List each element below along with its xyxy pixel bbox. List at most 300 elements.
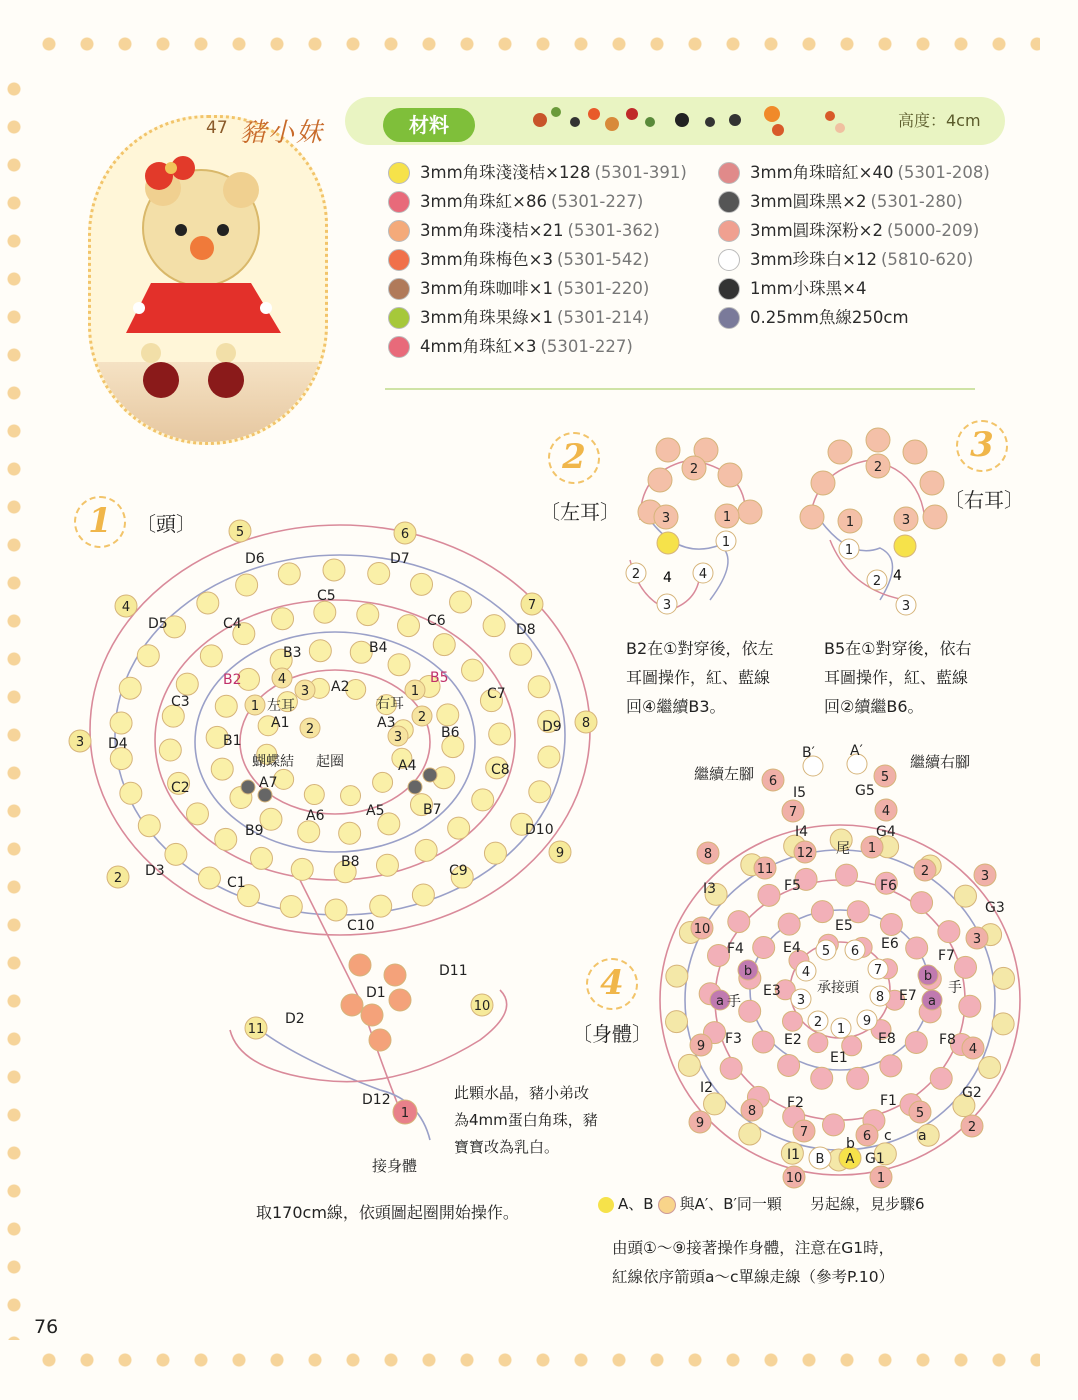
material-code: (5301-208) bbox=[897, 163, 990, 182]
head-bead bbox=[373, 772, 393, 792]
body-label-i5: I5 bbox=[793, 785, 807, 801]
continue-left-foot: 繼續左腳 bbox=[694, 765, 755, 783]
bead-number: 3 bbox=[901, 513, 911, 528]
bead-number: 3 bbox=[300, 684, 310, 699]
head-label-d11: D11 bbox=[439, 963, 468, 979]
bead-number: 1 bbox=[876, 1171, 886, 1186]
material-code: (5301-227) bbox=[550, 192, 644, 211]
head-bead bbox=[236, 574, 258, 596]
bead-number: 1 bbox=[845, 515, 855, 530]
body-label-f5: F5 bbox=[784, 878, 801, 894]
bead-number: 2 bbox=[873, 460, 883, 475]
bead-number: 6 bbox=[768, 774, 778, 789]
body-label-hand_r: 手 bbox=[948, 980, 962, 996]
head-bead bbox=[215, 828, 237, 850]
body-bead bbox=[835, 864, 857, 886]
pattern-number: 47 bbox=[206, 118, 228, 138]
head-label-d5: D5 bbox=[148, 616, 168, 632]
material-name: 0.25mm魚線250cm bbox=[750, 308, 909, 327]
material-code: (5301-391) bbox=[594, 163, 687, 182]
head-bead bbox=[368, 563, 390, 585]
nose-bead bbox=[341, 994, 363, 1016]
bead-number: 2 bbox=[813, 1015, 823, 1030]
bead-number: 11 bbox=[247, 1022, 265, 1037]
step1-number: 1 bbox=[74, 496, 126, 548]
material-name: 1mm小珠黑×4 bbox=[750, 279, 867, 298]
head-bead bbox=[325, 899, 347, 921]
head-bead bbox=[412, 884, 434, 906]
head-label-right_ear: 右耳 bbox=[376, 696, 404, 712]
right-ear-bead bbox=[866, 428, 890, 452]
material-name: 4mm角珠紅×3 bbox=[420, 337, 537, 356]
step2-note-line2: 耳圖操作，紅、藍線 bbox=[626, 668, 771, 687]
body-bead bbox=[954, 885, 976, 907]
body-label-f8: F8 bbox=[939, 1032, 956, 1048]
head-label-a4: A4 bbox=[398, 758, 417, 774]
body-bead bbox=[906, 937, 928, 959]
bead-number: 3 bbox=[661, 511, 671, 526]
bead-number: 10 bbox=[693, 922, 711, 937]
body-bead bbox=[782, 1011, 802, 1031]
head-label-c3: C3 bbox=[171, 694, 190, 710]
head-label-a6: A6 bbox=[306, 808, 325, 824]
bead-number: 6 bbox=[400, 527, 410, 542]
ear-number: 4 bbox=[663, 570, 672, 586]
bead-number: 3 bbox=[796, 993, 806, 1008]
head-bead bbox=[197, 592, 219, 614]
body-label-g4: G4 bbox=[876, 824, 896, 840]
material-name: 3mm角珠暗紅×40 bbox=[750, 163, 894, 182]
bead-number: 3 bbox=[980, 869, 990, 884]
bead-number: 4 bbox=[698, 567, 708, 582]
head-label-d2: D2 bbox=[285, 1011, 305, 1027]
head-bead bbox=[510, 643, 532, 665]
head-bead bbox=[450, 591, 472, 613]
bead-number: 6 bbox=[862, 1129, 872, 1144]
body-label-c: c bbox=[884, 1128, 892, 1144]
bead-number: 2 bbox=[417, 710, 427, 725]
head-bead bbox=[165, 843, 187, 865]
legend-yellow-bead-icon bbox=[598, 1197, 614, 1213]
body-bead bbox=[954, 956, 976, 978]
head-start-note: 取170cm線，依頭圖起圈開始操作。 bbox=[256, 1203, 519, 1222]
head-label-b8: B8 bbox=[341, 854, 360, 870]
head-bead bbox=[198, 867, 220, 889]
body-label-ap: A′ bbox=[850, 743, 863, 759]
bead-number: 3 bbox=[662, 598, 672, 613]
legend-ab: A、B bbox=[618, 1195, 654, 1213]
bead-number: 5 bbox=[821, 944, 831, 959]
head-bead bbox=[357, 604, 379, 626]
head-label-d12: D12 bbox=[362, 1092, 391, 1108]
head-bead bbox=[339, 822, 361, 844]
bead-number: 3 bbox=[901, 599, 911, 614]
head-label-c5: C5 bbox=[317, 588, 336, 604]
head-bead bbox=[159, 739, 181, 761]
body-label-g3: G3 bbox=[985, 900, 1005, 916]
body-label-f3: F3 bbox=[725, 1031, 742, 1047]
head-label-a3: A3 bbox=[377, 715, 396, 731]
head-bead bbox=[433, 634, 455, 656]
bead-number: 1 bbox=[844, 543, 854, 558]
head-label-b7: B7 bbox=[423, 802, 442, 818]
bead-number: 1 bbox=[250, 699, 260, 714]
body-bead bbox=[847, 1067, 869, 1089]
head-bead bbox=[484, 842, 506, 864]
body-label-cup: 承接頭 bbox=[817, 980, 859, 996]
head-note-line1: 此顆水晶，豬小弟改 bbox=[454, 1084, 590, 1102]
head-label-a1: A1 bbox=[271, 715, 290, 731]
head-bead bbox=[411, 573, 433, 595]
step2-label: 〔左耳〕 bbox=[540, 500, 620, 524]
body-label-f1: F1 bbox=[880, 1093, 897, 1109]
bead-number: 9 bbox=[862, 1014, 872, 1029]
step3-label: 〔右耳〕 bbox=[944, 488, 1024, 512]
head-bead bbox=[341, 786, 361, 806]
head-bead bbox=[215, 695, 237, 717]
bead-number: 10 bbox=[473, 999, 491, 1014]
head-label-d3: D3 bbox=[145, 863, 165, 879]
body-label-e7: E7 bbox=[899, 988, 917, 1004]
head-label-b5: B5 bbox=[430, 670, 449, 686]
step2-number: 2 bbox=[548, 432, 600, 484]
bead-number: 8 bbox=[703, 847, 713, 862]
bead-number: 9 bbox=[555, 846, 565, 861]
bead-number: 2 bbox=[689, 462, 699, 477]
head-bead bbox=[120, 782, 142, 804]
body-label-i2: I2 bbox=[700, 1080, 714, 1096]
body-bead bbox=[778, 913, 800, 935]
body-label-i4: I4 bbox=[795, 824, 809, 840]
body-label-f4: F4 bbox=[727, 941, 744, 957]
step3-note-line1: B5在①對穿後，依右 bbox=[824, 639, 972, 658]
right-ear-bead bbox=[828, 440, 852, 464]
head-bead bbox=[538, 746, 560, 768]
material-code: (5301-214) bbox=[556, 308, 650, 327]
material-name: 3mm珍珠白×12 bbox=[750, 250, 877, 269]
head-label-b1: B1 bbox=[223, 733, 242, 749]
body-label-b: b bbox=[846, 1136, 855, 1152]
body-legend bbox=[598, 1190, 924, 1219]
material-code: (5000-209) bbox=[886, 221, 980, 240]
material-code: (5301-227) bbox=[540, 337, 633, 356]
body-bead bbox=[880, 1055, 902, 1077]
step1-label: 〔頭〕 bbox=[136, 512, 196, 536]
body-bead bbox=[959, 995, 981, 1017]
body-label-e6: E6 bbox=[881, 936, 899, 952]
height-label: 高度：4cm bbox=[898, 111, 981, 130]
head-bead bbox=[272, 608, 294, 630]
head-bead bbox=[304, 785, 324, 805]
bead-number: 4 bbox=[121, 600, 131, 615]
nose-bead bbox=[389, 989, 411, 1011]
head-bead bbox=[398, 615, 420, 637]
bead-number: 12 bbox=[796, 846, 814, 861]
body-label-i3: I3 bbox=[703, 881, 717, 897]
head-label-b2: B2 bbox=[223, 672, 242, 688]
body-bead bbox=[930, 1067, 952, 1089]
step2-note-line3: 回④繼續B3。 bbox=[626, 697, 726, 716]
material-code: (5301-362) bbox=[567, 221, 660, 240]
head-bead bbox=[437, 704, 459, 726]
head-label-a5: A5 bbox=[366, 803, 385, 819]
bead-number: 5 bbox=[880, 770, 890, 785]
ear-number: 4 bbox=[893, 568, 902, 584]
bead-number: 3 bbox=[972, 932, 982, 947]
right-ear-bead bbox=[920, 471, 944, 495]
head-note-line3: 寶寶改為乳白。 bbox=[454, 1138, 560, 1156]
body-bead bbox=[704, 1093, 726, 1115]
right-ear-bead bbox=[800, 505, 824, 529]
material-name: 3mm圓珠黑×2 bbox=[750, 192, 867, 211]
head-label-start: 起圈 bbox=[316, 754, 344, 770]
body-label-e3: E3 bbox=[763, 983, 781, 999]
bead-number: 5 bbox=[915, 1106, 925, 1121]
body-bead bbox=[752, 1031, 774, 1053]
step3-note-line2: 耳圖操作，紅、藍線 bbox=[824, 668, 969, 687]
step2-note-line1: B2在①對穿後，依左 bbox=[626, 639, 774, 658]
material-name: 3mm角珠梅色×3 bbox=[420, 250, 553, 269]
body-label-hand_l: 手 bbox=[727, 994, 741, 1010]
head-label-c2: C2 bbox=[171, 780, 190, 796]
bead-number: B bbox=[815, 1152, 825, 1167]
head-label-d9: D9 bbox=[542, 719, 562, 735]
body-label-g2: G2 bbox=[962, 1085, 982, 1101]
body-label-f2: F2 bbox=[787, 1095, 804, 1111]
body-label-a: a bbox=[918, 1128, 927, 1144]
nose-bead bbox=[349, 954, 371, 976]
bead-number: 9 bbox=[695, 1116, 705, 1131]
material-code: (5301-220) bbox=[556, 279, 650, 298]
bead-number: 7 bbox=[799, 1125, 809, 1140]
head-label-c9: C9 bbox=[449, 863, 468, 879]
head-bead bbox=[186, 803, 208, 825]
head-bead bbox=[278, 563, 300, 585]
bead-number: 3 bbox=[393, 730, 403, 745]
body-bead bbox=[666, 1011, 688, 1033]
body-label-e1: E1 bbox=[830, 1050, 848, 1066]
body-label-e5: E5 bbox=[835, 918, 853, 934]
material-name: 3mm角珠淺淺桔×128 bbox=[420, 163, 591, 182]
bead-number: 5 bbox=[235, 525, 245, 540]
black-bead bbox=[241, 780, 255, 794]
bead-number: 8 bbox=[581, 716, 591, 731]
body-bead bbox=[938, 921, 960, 943]
head-bead bbox=[309, 640, 331, 662]
head-label-c1: C1 bbox=[227, 875, 246, 891]
head-label-b6: B6 bbox=[441, 725, 460, 741]
body-bead bbox=[666, 965, 688, 987]
head-label-c6: C6 bbox=[427, 613, 446, 629]
continue-right-foot: 繼續右腳 bbox=[910, 753, 971, 771]
head-label-left_ear: 左耳 bbox=[267, 698, 295, 714]
body-bead bbox=[911, 892, 933, 914]
head-bead bbox=[280, 895, 302, 917]
body-label-f7: F7 bbox=[938, 948, 955, 964]
bead-number: 7 bbox=[527, 598, 537, 613]
body-label-tail: 尾 bbox=[836, 841, 850, 857]
head-label-d8: D8 bbox=[516, 622, 536, 638]
head-bead bbox=[529, 781, 551, 803]
right-ear-bead bbox=[923, 505, 947, 529]
bead-number: 2 bbox=[305, 722, 315, 737]
bead-number: b bbox=[923, 969, 933, 984]
right-ear-bead bbox=[894, 535, 916, 557]
head-bead bbox=[110, 712, 132, 734]
bead-number: 10 bbox=[785, 1171, 803, 1186]
bead-number: 6 bbox=[850, 944, 860, 959]
body-bead bbox=[992, 967, 1014, 989]
body-bead bbox=[739, 1123, 761, 1145]
legend-same-bead: 與A′、B′同一顆 bbox=[679, 1195, 782, 1213]
head-bead bbox=[137, 645, 159, 667]
left-ear-bead bbox=[738, 500, 762, 524]
nose-bead bbox=[369, 1029, 391, 1051]
left-ear-bead bbox=[657, 532, 679, 554]
head-bead bbox=[211, 758, 233, 780]
head-bead bbox=[448, 817, 470, 839]
bead-number: 11 bbox=[756, 862, 774, 877]
head-label-d10: D10 bbox=[525, 822, 554, 838]
body-bead bbox=[979, 1057, 1001, 1079]
step3-number: 3 bbox=[956, 420, 1008, 472]
left-ear-bead bbox=[648, 468, 672, 492]
nose-bead bbox=[384, 964, 406, 986]
head-label-d7: D7 bbox=[390, 551, 410, 567]
bead-number: A bbox=[845, 1152, 855, 1167]
body-bead bbox=[678, 1054, 700, 1076]
head-bead bbox=[489, 723, 511, 745]
bead-number: 2 bbox=[113, 871, 123, 886]
head-label-a2: A2 bbox=[331, 679, 350, 695]
head-bead bbox=[415, 839, 437, 861]
head-label-b9: B9 bbox=[245, 823, 264, 839]
head-label-d4: D4 bbox=[108, 736, 128, 752]
head-bead bbox=[119, 677, 141, 699]
material-name: 3mm角珠淺桔×21 bbox=[420, 221, 564, 240]
bead-number: 8 bbox=[875, 990, 885, 1005]
body-bead bbox=[728, 911, 750, 933]
left-ear-bead bbox=[656, 438, 680, 462]
head-label-c8: C8 bbox=[491, 762, 510, 778]
body-bead bbox=[808, 1033, 828, 1053]
head-bead bbox=[483, 615, 505, 637]
head-label-d1: D1 bbox=[366, 985, 386, 1001]
bead-number: 1 bbox=[721, 535, 731, 550]
head-bead bbox=[314, 601, 336, 623]
left-ear-bead bbox=[718, 463, 742, 487]
body-label-f6: F6 bbox=[880, 878, 897, 894]
body-note-line2: 紅線依序箭頭a～c單線走線（參考P.10） bbox=[612, 1268, 895, 1286]
bead-number: 2 bbox=[872, 574, 882, 589]
body-label-e2: E2 bbox=[784, 1032, 802, 1048]
bead-number: 1 bbox=[400, 1106, 410, 1121]
head-label-c7: C7 bbox=[487, 686, 506, 702]
body-bead bbox=[778, 1055, 800, 1077]
head-crystal-note bbox=[454, 1080, 598, 1161]
head-label-c10: C10 bbox=[347, 918, 375, 934]
body-label-g5: G5 bbox=[855, 783, 875, 799]
body-bead bbox=[880, 913, 902, 935]
step3-note-line3: 回②續繼B6。 bbox=[824, 697, 924, 716]
body-bead bbox=[823, 1114, 845, 1136]
bead-number: 9 bbox=[696, 1039, 706, 1054]
bead-number: 1 bbox=[867, 841, 877, 856]
bead-number: 2 bbox=[920, 864, 930, 879]
bead-number: 7 bbox=[788, 805, 798, 820]
bead-number: 4 bbox=[801, 965, 811, 980]
head-label-b3: B3 bbox=[283, 645, 302, 661]
bead-number: 4 bbox=[968, 1042, 978, 1057]
body-bottom-note bbox=[612, 1234, 894, 1292]
material-name: 3mm角珠果綠×1 bbox=[420, 308, 553, 327]
head-bead bbox=[176, 673, 198, 695]
bead-number: 4 bbox=[277, 672, 287, 687]
head-note-line2: 為4mm蛋白角珠，豬 bbox=[454, 1111, 598, 1129]
head-bead bbox=[370, 895, 392, 917]
bead-number: a bbox=[928, 994, 936, 1009]
bead-number: 8 bbox=[747, 1104, 757, 1119]
page-number: 76 bbox=[34, 1316, 59, 1338]
legend-striped-bead-icon bbox=[658, 1196, 676, 1214]
pattern-title: 豬小妹 bbox=[240, 118, 325, 148]
body-label-e4: E4 bbox=[783, 940, 801, 956]
bead-number: 2 bbox=[967, 1120, 977, 1135]
body-label-i1: I1 bbox=[787, 1147, 801, 1163]
body-bead bbox=[758, 884, 780, 906]
head-bead bbox=[138, 815, 160, 837]
material-code: (5301-280) bbox=[870, 192, 963, 211]
head-label-b4: B4 bbox=[369, 640, 388, 656]
body-bead bbox=[753, 937, 775, 959]
body-label-g1: G1 bbox=[865, 1151, 885, 1167]
body-bead bbox=[811, 901, 833, 923]
head-bead bbox=[291, 858, 313, 880]
head-bead bbox=[323, 559, 345, 581]
bead-number: a bbox=[716, 994, 724, 1009]
bead-number: 2 bbox=[631, 567, 641, 582]
head-label-d6: D6 bbox=[245, 551, 265, 567]
material-code: (5301-542) bbox=[556, 250, 650, 269]
body-note-line1: 由頭①～⑨接著操作身體，注意在G1時， bbox=[612, 1239, 895, 1257]
body-label-e8: E8 bbox=[878, 1031, 896, 1047]
head-bead bbox=[200, 645, 222, 667]
right-ear-bead bbox=[903, 440, 927, 464]
bead-number: 1 bbox=[722, 510, 732, 525]
step4-label: 〔身體〕 bbox=[572, 1022, 652, 1046]
head-label-a7: A7 bbox=[259, 775, 278, 791]
head-bead bbox=[376, 854, 398, 876]
head-bead bbox=[528, 676, 550, 698]
bead-number: 1 bbox=[836, 1022, 846, 1037]
head-bead bbox=[472, 789, 494, 811]
head-bead bbox=[462, 659, 484, 681]
connect-body-label: 接身體 bbox=[372, 1157, 418, 1175]
bead-number: 3 bbox=[75, 735, 85, 750]
step4-number: 4 bbox=[586, 958, 638, 1010]
nose-bead bbox=[361, 1004, 383, 1026]
head-label-bow: 蝴蝶結 bbox=[252, 754, 294, 770]
body-bead bbox=[992, 1013, 1014, 1035]
bead-number: b bbox=[743, 964, 753, 979]
bead-number: 1 bbox=[410, 684, 420, 699]
body-bead bbox=[739, 1000, 761, 1022]
material-name: 3mm圓珠深粉×2 bbox=[750, 221, 883, 240]
material-code: (5810-620) bbox=[880, 250, 974, 269]
body-bead bbox=[811, 1067, 833, 1089]
black-bead bbox=[408, 780, 422, 794]
material-name: 3mm角珠紅×86 bbox=[420, 192, 547, 211]
